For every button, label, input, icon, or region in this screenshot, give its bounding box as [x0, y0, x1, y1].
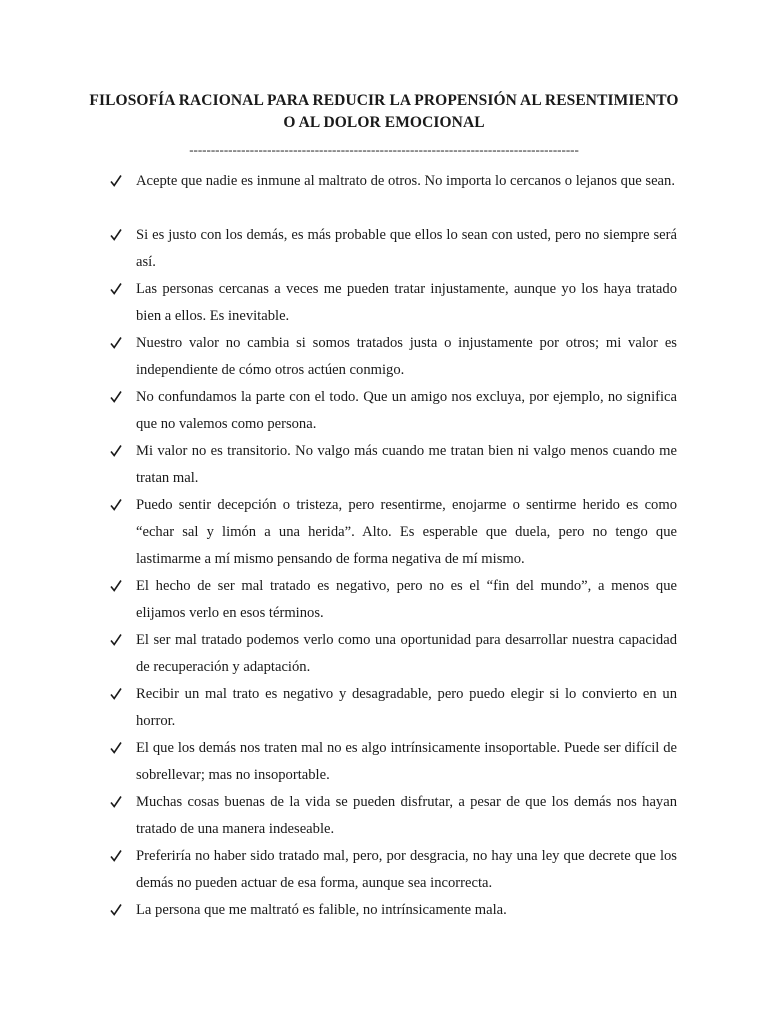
checkmark-icon — [110, 741, 122, 755]
list-item-text: Muchas cosas buenas de la vida se pueden disfrutar, a pesar de que los demás nos hayan tratado de una manera indeseable. — [136, 794, 677, 837]
checkmark-icon — [110, 228, 122, 242]
checkmark-icon — [110, 444, 122, 458]
list-item — [0, 276, 677, 330]
list-item — [0, 681, 677, 735]
list-item — [0, 897, 677, 924]
list-item — [0, 438, 677, 492]
list-item — [0, 222, 677, 276]
list-item-text: Las personas cercanas a veces me pueden tratar injustamente, aunque yo los haya tratado bien a ellos. Es inevitable. — [136, 281, 677, 324]
list-item — [0, 627, 677, 681]
list-item — [0, 843, 677, 897]
checkmark-icon — [110, 282, 122, 296]
checkmark-icon — [110, 687, 122, 701]
list-item — [0, 330, 677, 384]
checkmark-icon — [110, 903, 122, 917]
dashed-separator: ------------------------------------------------------------------------------------------ — [189, 142, 579, 157]
list-item-text: Recibir un mal trato es negativo y desagradable, pero puedo elegir si lo convierto en un horror. — [136, 686, 677, 729]
list-item — [0, 492, 677, 573]
list-item — [0, 168, 677, 222]
checkmark-icon — [110, 336, 122, 350]
checkmark-icon — [110, 849, 122, 863]
list-item-text: No confundamos la parte con el todo. Que un amigo nos excluya, por ejemplo, no significa que no valemos como persona. — [136, 389, 677, 432]
title-line-2: O AL DOLOR EMOCIONAL — [283, 114, 485, 131]
checkmark-icon — [110, 498, 122, 512]
principles-list — [0, 168, 768, 924]
checkmark-icon — [110, 390, 122, 404]
list-item-text: Acepte que nadie es inmune al maltrato de otros. No importa lo cercanos o lejanos que sean. — [136, 173, 675, 189]
list-item-text: Puedo sentir decepción o tristeza, pero resentirme, enojarme o sentirme herido es como “echar sal y limón a una herida”. Alto. Es esperable que duela, pero no tengo que lastimarme a mí mismo pensando de forma negativa de mí mismo. — [136, 497, 677, 567]
list-item-text: Preferiría no haber sido tratado mal, pero, por desgracia, no hay una ley que decrete que los demás no pueden actuar de esa forma, aunque sea incorrecta. — [136, 848, 677, 891]
list-item-text: Si es justo con los demás, es más probable que ellos lo sean con usted, pero no siempre será así. — [136, 227, 677, 270]
document-title — [80, 90, 688, 134]
checkmark-icon — [110, 579, 122, 593]
list-item-text: Mi valor no es transitorio. No valgo más cuando me tratan bien ni valgo menos cuando me tratan mal. — [136, 443, 677, 486]
title-line-1: FILOSOFÍA RACIONAL PARA REDUCIR LA PROPENSIÓN AL RESENTIMIENTO — [89, 92, 679, 109]
checkmark-icon — [110, 174, 122, 188]
list-item — [0, 735, 677, 789]
checkmark-icon — [110, 633, 122, 647]
list-item-text: Nuestro valor no cambia si somos tratados justa o injustamente por otros; mi valor es independiente de cómo otros actúen conmigo. — [136, 335, 677, 378]
list-item — [0, 789, 677, 843]
list-item — [0, 384, 677, 438]
checkmark-icon — [110, 795, 122, 809]
list-item-text: El ser mal tratado podemos verlo como una oportunidad para desarrollar nuestra capacidad de recuperación y adaptación. — [136, 632, 677, 675]
list-item — [0, 573, 677, 627]
list-item-text: La persona que me maltrató es falible, no intrínsicamente mala. — [136, 902, 507, 918]
list-item-text: El hecho de ser mal tratado es negativo, pero no es el “fin del mundo”, a menos que elijamos verlo en esos términos. — [136, 578, 677, 621]
list-item-text: El que los demás nos traten mal no es algo intrínsicamente insoportable. Puede ser difícil de sobrellevar; mas no insoportable. — [136, 740, 677, 783]
